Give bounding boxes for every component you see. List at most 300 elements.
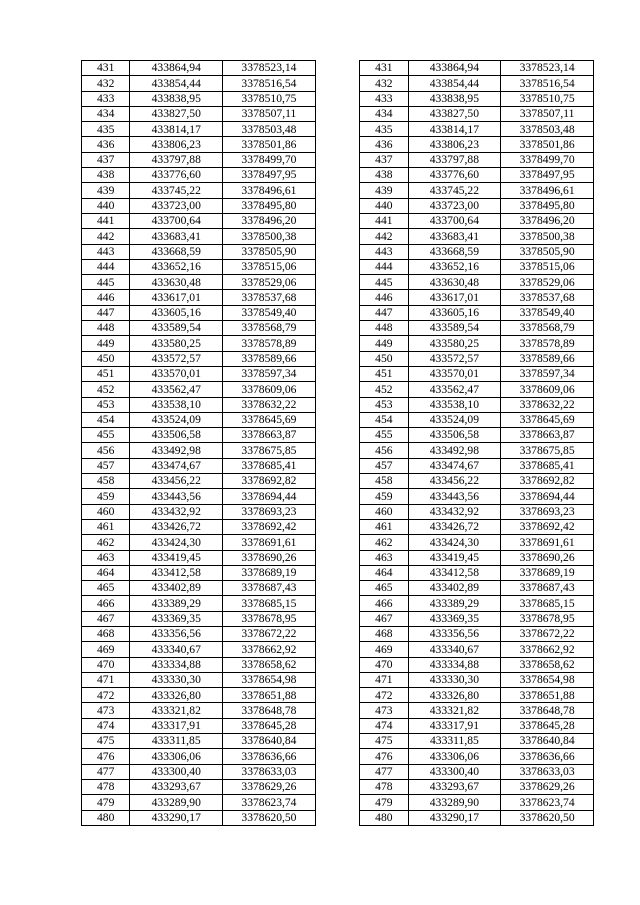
left-x-coordinate-cell: 433432,92 [130, 504, 223, 519]
table-row [82, 183, 594, 198]
left-x-coordinate-cell: 433683,41 [130, 229, 223, 244]
table-row [82, 810, 594, 825]
left-x-coordinate-cell: 433412,58 [130, 565, 223, 580]
table-row [82, 198, 594, 213]
left-point-number-cell: 478 [82, 779, 130, 794]
table-row [82, 428, 594, 443]
right-point-number-cell: 467 [360, 611, 408, 626]
left-point-number-cell: 449 [82, 336, 130, 351]
right-x-coordinate-cell: 433700,64 [408, 213, 501, 228]
right-y-coordinate-cell: 3378500,38 [501, 229, 594, 244]
table-row [82, 275, 594, 290]
left-point-number-cell: 459 [82, 489, 130, 504]
left-y-coordinate-cell: 3378692,82 [223, 474, 316, 489]
right-x-coordinate-cell: 433443,56 [408, 489, 501, 504]
left-point-number-cell: 441 [82, 213, 130, 228]
right-x-coordinate-cell: 433605,16 [408, 305, 501, 320]
right-x-coordinate-cell: 433474,67 [408, 458, 501, 473]
left-x-coordinate-cell: 433814,17 [130, 122, 223, 137]
left-y-coordinate-cell: 3378523,14 [223, 61, 316, 76]
column-spacer [315, 91, 359, 106]
left-y-coordinate-cell: 3378507,11 [223, 106, 316, 121]
right-point-number-cell: 464 [360, 565, 408, 580]
right-point-number-cell: 454 [360, 412, 408, 427]
column-spacer [315, 504, 359, 519]
table-row [82, 565, 594, 580]
right-y-coordinate-cell: 3378568,79 [501, 321, 594, 336]
table-row [82, 626, 594, 641]
left-y-coordinate-cell: 3378685,41 [223, 458, 316, 473]
right-y-coordinate-cell: 3378693,23 [501, 504, 594, 519]
right-x-coordinate-cell: 433668,59 [408, 244, 501, 259]
table-row [82, 657, 594, 672]
left-point-number-cell: 434 [82, 106, 130, 121]
right-point-number-cell: 459 [360, 489, 408, 504]
column-spacer [315, 351, 359, 366]
table-row [82, 718, 594, 733]
left-x-coordinate-cell: 433570,01 [130, 366, 223, 381]
left-y-coordinate-cell: 3378663,87 [223, 428, 316, 443]
right-point-number-cell: 479 [360, 795, 408, 810]
right-y-coordinate-cell: 3378496,20 [501, 213, 594, 228]
column-spacer [315, 550, 359, 565]
table-row [82, 596, 594, 611]
left-point-number-cell: 480 [82, 810, 130, 825]
left-x-coordinate-cell: 433580,25 [130, 336, 223, 351]
left-x-coordinate-cell: 433293,67 [130, 779, 223, 794]
right-point-number-cell: 476 [360, 749, 408, 764]
left-x-coordinate-cell: 433806,23 [130, 137, 223, 152]
right-x-coordinate-cell: 433570,01 [408, 366, 501, 381]
table-row [82, 412, 594, 427]
right-y-coordinate-cell: 3378658,62 [501, 657, 594, 672]
left-y-coordinate-cell: 3378658,62 [223, 657, 316, 672]
right-point-number-cell: 432 [360, 76, 408, 91]
table-row [82, 259, 594, 274]
left-x-coordinate-cell: 433330,30 [130, 672, 223, 687]
table-row [82, 213, 594, 228]
right-x-coordinate-cell: 433854,44 [408, 76, 501, 91]
left-point-number-cell: 431 [82, 61, 130, 76]
left-point-number-cell: 468 [82, 626, 130, 641]
left-y-coordinate-cell: 3378629,26 [223, 779, 316, 794]
left-point-number-cell: 452 [82, 382, 130, 397]
right-x-coordinate-cell: 433589,54 [408, 321, 501, 336]
table-row [82, 489, 594, 504]
left-point-number-cell: 472 [82, 688, 130, 703]
left-y-coordinate-cell: 3378690,26 [223, 550, 316, 565]
table-row [82, 122, 594, 137]
right-point-number-cell: 444 [360, 259, 408, 274]
left-y-coordinate-cell: 3378640,84 [223, 734, 316, 749]
left-x-coordinate-cell: 433456,22 [130, 474, 223, 489]
left-point-number-cell: 458 [82, 474, 130, 489]
left-x-coordinate-cell: 433306,06 [130, 749, 223, 764]
table-row [82, 290, 594, 305]
left-point-number-cell: 451 [82, 366, 130, 381]
left-x-coordinate-cell: 433424,30 [130, 535, 223, 550]
left-y-coordinate-cell: 3378654,98 [223, 672, 316, 687]
table-row [82, 611, 594, 626]
column-spacer [315, 137, 359, 152]
right-point-number-cell: 457 [360, 458, 408, 473]
table-row [82, 642, 594, 657]
right-y-coordinate-cell: 3378663,87 [501, 428, 594, 443]
column-spacer [315, 168, 359, 183]
column-spacer [315, 749, 359, 764]
right-y-coordinate-cell: 3378685,15 [501, 596, 594, 611]
right-point-number-cell: 445 [360, 275, 408, 290]
left-point-number-cell: 471 [82, 672, 130, 687]
right-point-number-cell: 449 [360, 336, 408, 351]
left-y-coordinate-cell: 3378505,90 [223, 244, 316, 259]
right-y-coordinate-cell: 3378691,61 [501, 535, 594, 550]
right-y-coordinate-cell: 3378523,14 [501, 61, 594, 76]
left-y-coordinate-cell: 3378648,78 [223, 703, 316, 718]
left-point-number-cell: 440 [82, 198, 130, 213]
left-x-coordinate-cell: 433700,64 [130, 213, 223, 228]
right-point-number-cell: 470 [360, 657, 408, 672]
left-y-coordinate-cell: 3378529,06 [223, 275, 316, 290]
right-y-coordinate-cell: 3378549,40 [501, 305, 594, 320]
right-point-number-cell: 447 [360, 305, 408, 320]
right-point-number-cell: 456 [360, 443, 408, 458]
right-point-number-cell: 472 [360, 688, 408, 703]
left-y-coordinate-cell: 3378589,66 [223, 351, 316, 366]
right-point-number-cell: 465 [360, 581, 408, 596]
left-point-number-cell: 447 [82, 305, 130, 320]
right-point-number-cell: 451 [360, 366, 408, 381]
right-y-coordinate-cell: 3378645,28 [501, 718, 594, 733]
right-y-coordinate-cell: 3378651,88 [501, 688, 594, 703]
right-point-number-cell: 446 [360, 290, 408, 305]
right-x-coordinate-cell: 433806,23 [408, 137, 501, 152]
left-x-coordinate-cell: 433630,48 [130, 275, 223, 290]
right-point-number-cell: 460 [360, 504, 408, 519]
left-x-coordinate-cell: 433340,67 [130, 642, 223, 657]
column-spacer [315, 152, 359, 167]
column-spacer [315, 596, 359, 611]
table-row [82, 535, 594, 550]
right-point-number-cell: 431 [360, 61, 408, 76]
table-row [82, 703, 594, 718]
left-point-number-cell: 435 [82, 122, 130, 137]
table-row [82, 550, 594, 565]
table-row [82, 168, 594, 183]
table-row [82, 795, 594, 810]
table-row [82, 366, 594, 381]
right-y-coordinate-cell: 3378654,98 [501, 672, 594, 687]
right-x-coordinate-cell: 433290,17 [408, 810, 501, 825]
left-x-coordinate-cell: 433369,35 [130, 611, 223, 626]
left-point-number-cell: 436 [82, 137, 130, 152]
column-spacer [315, 412, 359, 427]
right-y-coordinate-cell: 3378678,95 [501, 611, 594, 626]
left-point-number-cell: 477 [82, 764, 130, 779]
left-y-coordinate-cell: 3378672,22 [223, 626, 316, 641]
left-y-coordinate-cell: 3378662,92 [223, 642, 316, 657]
right-point-number-cell: 475 [360, 734, 408, 749]
column-spacer [315, 581, 359, 596]
right-x-coordinate-cell: 433334,88 [408, 657, 501, 672]
column-spacer [315, 198, 359, 213]
left-y-coordinate-cell: 3378632,22 [223, 397, 316, 412]
left-point-number-cell: 467 [82, 611, 130, 626]
right-x-coordinate-cell: 433432,92 [408, 504, 501, 519]
left-x-coordinate-cell: 433745,22 [130, 183, 223, 198]
left-y-coordinate-cell: 3378687,43 [223, 581, 316, 596]
left-point-number-cell: 438 [82, 168, 130, 183]
right-x-coordinate-cell: 433814,17 [408, 122, 501, 137]
left-y-coordinate-cell: 3378689,19 [223, 565, 316, 580]
left-point-number-cell: 479 [82, 795, 130, 810]
left-x-coordinate-cell: 433317,91 [130, 718, 223, 733]
left-y-coordinate-cell: 3378623,74 [223, 795, 316, 810]
right-x-coordinate-cell: 433652,16 [408, 259, 501, 274]
left-y-coordinate-cell: 3378510,75 [223, 91, 316, 106]
left-y-coordinate-cell: 3378496,61 [223, 183, 316, 198]
right-y-coordinate-cell: 3378645,69 [501, 412, 594, 427]
left-point-number-cell: 463 [82, 550, 130, 565]
coordinates-table [81, 60, 594, 826]
table-row [82, 106, 594, 121]
left-x-coordinate-cell: 433474,67 [130, 458, 223, 473]
right-point-number-cell: 468 [360, 626, 408, 641]
table-row [82, 581, 594, 596]
right-y-coordinate-cell: 3378636,66 [501, 749, 594, 764]
right-y-coordinate-cell: 3378632,22 [501, 397, 594, 412]
left-y-coordinate-cell: 3378597,34 [223, 366, 316, 381]
right-y-coordinate-cell: 3378578,89 [501, 336, 594, 351]
column-spacer [315, 779, 359, 794]
table-row [82, 76, 594, 91]
right-point-number-cell: 461 [360, 519, 408, 534]
column-spacer [315, 489, 359, 504]
left-point-number-cell: 453 [82, 397, 130, 412]
right-point-number-cell: 474 [360, 718, 408, 733]
left-x-coordinate-cell: 433572,57 [130, 351, 223, 366]
column-spacer [315, 657, 359, 672]
column-spacer [315, 76, 359, 91]
left-x-coordinate-cell: 433723,00 [130, 198, 223, 213]
left-point-number-cell: 439 [82, 183, 130, 198]
table-row [82, 244, 594, 259]
right-x-coordinate-cell: 433864,94 [408, 61, 501, 76]
table-row [82, 458, 594, 473]
left-y-coordinate-cell: 3378636,66 [223, 749, 316, 764]
left-point-number-cell: 450 [82, 351, 130, 366]
column-spacer [315, 382, 359, 397]
column-spacer [315, 229, 359, 244]
left-y-coordinate-cell: 3378497,95 [223, 168, 316, 183]
right-y-coordinate-cell: 3378505,90 [501, 244, 594, 259]
right-y-coordinate-cell: 3378675,85 [501, 443, 594, 458]
left-point-number-cell: 444 [82, 259, 130, 274]
right-x-coordinate-cell: 433426,72 [408, 519, 501, 534]
right-point-number-cell: 442 [360, 229, 408, 244]
left-y-coordinate-cell: 3378675,85 [223, 443, 316, 458]
left-point-number-cell: 442 [82, 229, 130, 244]
left-point-number-cell: 443 [82, 244, 130, 259]
right-y-coordinate-cell: 3378516,54 [501, 76, 594, 91]
right-point-number-cell: 438 [360, 168, 408, 183]
left-point-number-cell: 455 [82, 428, 130, 443]
left-point-number-cell: 445 [82, 275, 130, 290]
column-spacer [315, 474, 359, 489]
right-point-number-cell: 463 [360, 550, 408, 565]
left-y-coordinate-cell: 3378500,38 [223, 229, 316, 244]
left-y-coordinate-cell: 3378645,28 [223, 718, 316, 733]
left-x-coordinate-cell: 433311,85 [130, 734, 223, 749]
left-x-coordinate-cell: 433334,88 [130, 657, 223, 672]
table-row [82, 61, 594, 76]
column-spacer [315, 626, 359, 641]
right-point-number-cell: 458 [360, 474, 408, 489]
column-spacer [315, 642, 359, 657]
right-y-coordinate-cell: 3378629,26 [501, 779, 594, 794]
right-point-number-cell: 466 [360, 596, 408, 611]
left-point-number-cell: 456 [82, 443, 130, 458]
right-point-number-cell: 443 [360, 244, 408, 259]
left-point-number-cell: 469 [82, 642, 130, 657]
right-point-number-cell: 469 [360, 642, 408, 657]
column-spacer [315, 428, 359, 443]
right-point-number-cell: 440 [360, 198, 408, 213]
column-spacer [315, 764, 359, 779]
column-spacer [315, 718, 359, 733]
column-spacer [315, 61, 359, 76]
left-y-coordinate-cell: 3378495,80 [223, 198, 316, 213]
left-point-number-cell: 454 [82, 412, 130, 427]
column-spacer [315, 703, 359, 718]
left-x-coordinate-cell: 433797,88 [130, 152, 223, 167]
left-point-number-cell: 460 [82, 504, 130, 519]
left-x-coordinate-cell: 433538,10 [130, 397, 223, 412]
left-x-coordinate-cell: 433290,17 [130, 810, 223, 825]
right-point-number-cell: 435 [360, 122, 408, 137]
right-y-coordinate-cell: 3378499,70 [501, 152, 594, 167]
left-x-coordinate-cell: 433426,72 [130, 519, 223, 534]
column-spacer [315, 795, 359, 810]
right-y-coordinate-cell: 3378609,06 [501, 382, 594, 397]
document-page [81, 60, 594, 826]
column-spacer [315, 810, 359, 825]
column-spacer [315, 458, 359, 473]
right-point-number-cell: 441 [360, 213, 408, 228]
right-y-coordinate-cell: 3378689,19 [501, 565, 594, 580]
left-point-number-cell: 473 [82, 703, 130, 718]
right-point-number-cell: 462 [360, 535, 408, 550]
right-x-coordinate-cell: 433389,29 [408, 596, 501, 611]
right-y-coordinate-cell: 3378495,80 [501, 198, 594, 213]
left-x-coordinate-cell: 433492,98 [130, 443, 223, 458]
table-row [82, 321, 594, 336]
column-spacer [315, 321, 359, 336]
table-row [82, 734, 594, 749]
left-x-coordinate-cell: 433776,60 [130, 168, 223, 183]
right-point-number-cell: 477 [360, 764, 408, 779]
right-x-coordinate-cell: 433402,89 [408, 581, 501, 596]
table-row [82, 397, 594, 412]
left-point-number-cell: 474 [82, 718, 130, 733]
right-y-coordinate-cell: 3378589,66 [501, 351, 594, 366]
right-x-coordinate-cell: 433506,58 [408, 428, 501, 443]
left-x-coordinate-cell: 433326,80 [130, 688, 223, 703]
right-x-coordinate-cell: 433562,47 [408, 382, 501, 397]
left-x-coordinate-cell: 433289,90 [130, 795, 223, 810]
left-y-coordinate-cell: 3378609,06 [223, 382, 316, 397]
left-point-number-cell: 446 [82, 290, 130, 305]
right-x-coordinate-cell: 433300,40 [408, 764, 501, 779]
right-x-coordinate-cell: 433745,22 [408, 183, 501, 198]
left-point-number-cell: 470 [82, 657, 130, 672]
table-row [82, 443, 594, 458]
right-x-coordinate-cell: 433419,45 [408, 550, 501, 565]
right-y-coordinate-cell: 3378692,42 [501, 519, 594, 534]
left-x-coordinate-cell: 433356,56 [130, 626, 223, 641]
right-point-number-cell: 473 [360, 703, 408, 718]
left-point-number-cell: 476 [82, 749, 130, 764]
column-spacer [315, 672, 359, 687]
column-spacer [315, 183, 359, 198]
column-spacer [315, 244, 359, 259]
right-x-coordinate-cell: 433827,50 [408, 106, 501, 121]
right-point-number-cell: 437 [360, 152, 408, 167]
right-point-number-cell: 434 [360, 106, 408, 121]
table-row [82, 229, 594, 244]
right-x-coordinate-cell: 433369,35 [408, 611, 501, 626]
column-spacer [315, 688, 359, 703]
right-x-coordinate-cell: 433293,67 [408, 779, 501, 794]
left-point-number-cell: 461 [82, 519, 130, 534]
right-x-coordinate-cell: 433311,85 [408, 734, 501, 749]
right-y-coordinate-cell: 3378620,50 [501, 810, 594, 825]
left-y-coordinate-cell: 3378692,42 [223, 519, 316, 534]
right-x-coordinate-cell: 433723,00 [408, 198, 501, 213]
left-x-coordinate-cell: 433668,59 [130, 244, 223, 259]
right-point-number-cell: 433 [360, 91, 408, 106]
right-point-number-cell: 439 [360, 183, 408, 198]
left-x-coordinate-cell: 433827,50 [130, 106, 223, 121]
table-row [82, 474, 594, 489]
left-x-coordinate-cell: 433605,16 [130, 305, 223, 320]
left-x-coordinate-cell: 433402,89 [130, 581, 223, 596]
left-point-number-cell: 437 [82, 152, 130, 167]
right-point-number-cell: 450 [360, 351, 408, 366]
left-x-coordinate-cell: 433524,09 [130, 412, 223, 427]
left-point-number-cell: 448 [82, 321, 130, 336]
table-row [82, 672, 594, 687]
right-point-number-cell: 480 [360, 810, 408, 825]
right-y-coordinate-cell: 3378672,22 [501, 626, 594, 641]
table-row [82, 749, 594, 764]
right-y-coordinate-cell: 3378537,68 [501, 290, 594, 305]
column-spacer [315, 734, 359, 749]
right-y-coordinate-cell: 3378496,61 [501, 183, 594, 198]
left-y-coordinate-cell: 3378549,40 [223, 305, 316, 320]
left-x-coordinate-cell: 433838,95 [130, 91, 223, 106]
column-spacer [315, 275, 359, 290]
column-spacer [315, 519, 359, 534]
right-y-coordinate-cell: 3378501,86 [501, 137, 594, 152]
left-y-coordinate-cell: 3378678,95 [223, 611, 316, 626]
right-x-coordinate-cell: 433572,57 [408, 351, 501, 366]
left-point-number-cell: 433 [82, 91, 130, 106]
left-y-coordinate-cell: 3378537,68 [223, 290, 316, 305]
right-y-coordinate-cell: 3378529,06 [501, 275, 594, 290]
right-x-coordinate-cell: 433356,56 [408, 626, 501, 641]
right-point-number-cell: 452 [360, 382, 408, 397]
